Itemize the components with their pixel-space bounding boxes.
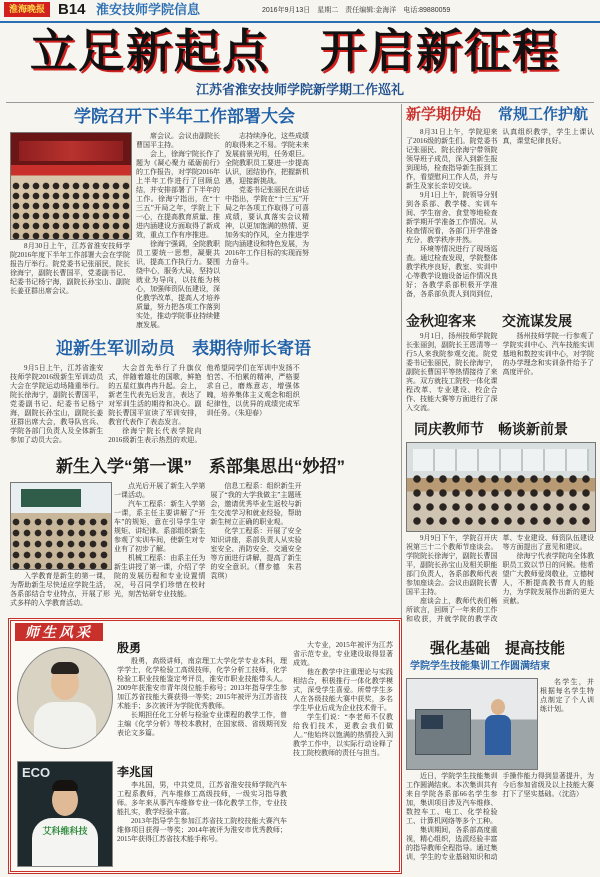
portrait-hair [52,780,78,791]
window-strip [413,449,589,471]
meeting-photo [10,132,132,240]
profile-name: 李兆国 [117,765,154,779]
banner [0,24,600,102]
article-title: 常规工作护航 [498,106,589,123]
article-title: 新学期伊始 [406,106,482,123]
issue-meta: 2016年9月13日 星期二 责任编辑:金海洋 电话:89880059 [262,7,451,14]
article-body: 9月5日上午，江苏省淮安技师学院2016级新生军训动员大会在学院运动场隆重举行。院长徐海宁，副院长曹国平，党委副书记、纪委书记杨宁海，副院长孙宝山，副院长姜亚群出席大会，教导队官兵、学院各部门负责人及全体新生参加了动员大会。 大会首先举行了升旗仪式，伴随着雄壮的国歌，鲜艳的五星红旗冉冉升起。会上，新老生代表先后发言，表达了对军训生活的期待和决心。副院长曹国平宣读了军训安排，教官代表作了表态发言。 徐海宁院长代表学院向2016级新生表示热烈的欢迎。他希望同学们在军训中发扬不怕苦、不怕累的精神，严格要求自己，磨炼意志，增强体魄，培养集体主义观念和组织纪律性，以优异的成绩完成军训任务。（朱迎春） [10,364,300,444]
student-rows [11,517,111,569]
shirt-text: 艾科维科技 [42,826,88,836]
article-body-left: 8月30日上午，江苏省淮安技师学院2016年度下半年工作部署大会在学院报告厅举行。院党委书记张丽民，院长徐海宁，副院长曹国平，党委副书记、纪委书记杨宁海，副院长孙宝山、副院长姜亚群出席会议。 [10,242,130,295]
banner-subtitle: 江苏省淮安技师学院新学期工作巡礼 [196,82,405,97]
article-title: 同庆教师节 畅谈新前景 [414,421,568,437]
portrait-hair [51,662,79,674]
article-title: 新生入学“第一课” 系部集思出“妙招” [56,457,345,476]
article-body: 点光后开展了新生入学第一课活动。 汽车工程系：新生入学第一课，系主任主要讲解了“开车”的规矩，意在引导学生守规矩、讲纪律。系部组织新生参观了实训车间，使新生对专业有了初步了解。 机械工程系：由系主任为新生讲授了第一课，介绍了学院的发展历程和专业设置情况，号召同学们珍惜在校时光，刻苦钻研专业技能。 信息工程系：组织新生开展了“我的大学我做主”主题班会，邀请优秀毕业生返校与新生交流学习和就业经验，帮助新生树立正确的职业观。 化学工程系：开展了安全知识讲座，系部负责人从实验室安全、消防安全、交通安全等方面进行讲解，提高了新生的安全意识。（曹步德 朱君 袁琪） [114,482,309,598]
article-body: 8月31日上午，学院迎来了2016级的新生们。院党委书记张丽民、院长徐海宁带领院领导班子成员，深入到新生报到现场，检查指导新生报到工作，看望慰问工作人员，并与新生及家长亲切交谈。 9月1日上午，院领导分别到各系部、教学楼、实训车间、学生宿舍、食堂等地检查新学期开学准备工作情况。从检查情况看，各部门开学准备充分，教学秩序井然。 环境等情况进行了现场巡查。通过检查发现，学院整体教学秩序良好，教室、实训中心等教学设施设备运作情况良好；各教学系部积极开学准备，各系部负责人到岗到位，认真组织教学，学生上课认真，课堂纪律良好。 [406,128,594,298]
seminar-photo [406,442,596,532]
profiles-box [8,618,402,874]
wall-logo: ECO [22,765,51,780]
machine-panel [421,715,443,729]
article-body: 席会议。会议由副院长曹国平主持。 会上，徐海宁院长作了题为《凝心聚力 砥砺前行》的工作报告，对学院2016年上半年工作进行了回顾总结，并安排部署了下半年的工作。徐海宁指出，在“十三五”开局之年，学院上下一心，在提高教育质量、推进内涵建设方面取得了新成效，重点工作有序推进。 徐海宁强调，全院教职员工要统一思想，凝聚共识，提高工作执行力。要围绕中心，服务大局，坚持以就业为导向，以技能为核心，加强师资队伍建设，深化教学改革，提高人才培养质量，努力把各项工作落到实处，推动学院事业持续健康发展。 志持续净化，这些成绩的取得来之不易。学院未来发展前景光明，任务艰巨。全院教职员工要进一步提高认识，团结协作，把握新机遇，迎接新挑战。 党委书记张丽民在讲话中指出，学院在“十三五”开局之年各项工作取得了可喜成绩，要认真落实会议精神，以更加饱满的热情、更加务实的作风，全力推进学院内涵建设和特色发展，为2016年工作目标的实现而努力奋斗。 [136,132,309,329]
article-title: 交流谋发展 [502,313,572,329]
portrait-photo [17,761,113,867]
classroom-board [21,489,81,507]
masthead [0,0,600,23]
classroom-photo [10,482,112,570]
article-side: 名学生，并根据每名学生特点制定了个人训练计划。 [540,678,594,713]
audience-rows [11,181,131,239]
profile-body: 殷勇，高级讲师，南京理工大学化学专业本科，理学学士，化学检验工高级技师，化学分析工技师，化学检验工职业技能鉴定考评员，淮安市职业技能带头人。2009年获淮安市青年岗位能手称号；2013年指导学生参加江苏省技能大赛获得一等奖；2015年被评为江苏省技术能手；多次被评为学院优秀教师。 长期担任化工分析与检验专业课程的教学工作，曾主编《化学分析》等校本教材，在国家级、省级期刊发表论文多篇。 [117,657,287,737]
workshop-photo [406,678,538,770]
article-intro: 入学教育是新生的第一课，为帮助新生尽快适应学院生活，各系部结合专业特点，开展了形式多样的入学教育活动。 [10,572,110,607]
page-number: B14 [58,1,86,18]
banner-rule [6,102,594,103]
profiles-label: 师生风采 [15,623,103,641]
article-subtitle: 学院学生技能集训工作圆满结束 [410,661,550,672]
portrait-photo [17,647,113,749]
meeting-stage [19,141,123,161]
worker-body [485,715,511,755]
article-body: 近日，学院学生技能集训工作圆满结束。本次集训共有来自学院各系部66名学生参加，集训项目涉及汽车维修、数控车工、电工、化学检验工、计算机网络等多个工种。 集训期间，各系部高度重视，精心组织，选派经验丰富的指导教师全程指导。通过集训，学生的专业基础知识和动手操作能力得到显著提升，为今后参加省级及以上技能大赛打下了坚实基础。（沈浩） [406,772,594,861]
banner-headline-left: 立足新起点 [30,25,270,77]
profile-body: 李兆国，男，中共党员，江苏省淮安技师学院汽车工程系教师，汽车维修工高级技师，一级实习指导教师。多年来从事汽车维修专业一体化教学工作，专业技能扎实，教学经验丰富。 2013年指导学生参加江苏省技工院校技能大赛汽车维修项目获得一等奖；2014年被评为淮安市优秀教师；2015年获得江苏省技术能手称号。 [117,781,287,843]
newspaper-logo: 淮海晚报 [4,2,50,17]
article-title: 金秋迎客来 [406,313,476,329]
article-title: 学院召开下半年工作部署大会 [74,107,295,126]
section-title: 淮安技师学院信息 [96,2,201,17]
worker-head [491,699,505,715]
profile-continuation: 大专业，2015年被评为江苏省示范专业，专业建设取得显著成效。 他在教学中注重理论与实践相结合，积极推行一体化教学模式，深受学生喜爱。所带学生多人在各级技能大赛中获奖，多名学生毕业后成为企业技术骨干。 学生们说：“李老师不仅教给我们技术，更教会我们做人。”他始终以饱满的热情投入到教学工作中，以实际行动诠释了技工院校教师的责任与担当。 [293,641,393,757]
seated-teachers [411,473,591,531]
banner-headline-right: 开启新征程 [320,25,560,77]
article-title: 强化基础 提高技能 [430,640,566,657]
article-title: 迎新生军训动员 表期待师长寄语 [56,339,311,358]
profile-name: 殷勇 [117,641,142,655]
article-body: 9月1日，扬州技师学院院长张丽剑，副院长王恩清等一行5人来我院参观交流。院党委书记张丽民，院长徐海宁，副院长曹国平等热情接待了来宾。双方就技工院校一体化课程改革、专业建设、校企合作、技能大赛等方面进行了深入交流。 扬州技师学院一行参观了学院实训中心、汽车技能实训基地和数控实训中心，对学院的办学理念和实训条件给予了高度评价。 [406,332,594,412]
portrait-shirt [34,702,96,749]
article-body: 9月9日下午，学院召开庆祝第三十二个教师节座谈会。学院院长徐海宁，副院长曹国平，副院长孙宝山及相关职能部门负责人，各系部教师代表参加座谈会。会议由副院长曹国平主持。 座谈会上，教师代表们畅所欲言，回顾了一年来的工作和收获，并就学院的教学改革、专业建设、师资队伍建设等方面提出了意见和建议。 徐海宁代表学院向全体教职员工致以节日的问候。他希望广大教师爱岗敬业，立德树人，不断提高教书育人的能力，为学院发展作出新的更大贡献。 [406,534,594,623]
